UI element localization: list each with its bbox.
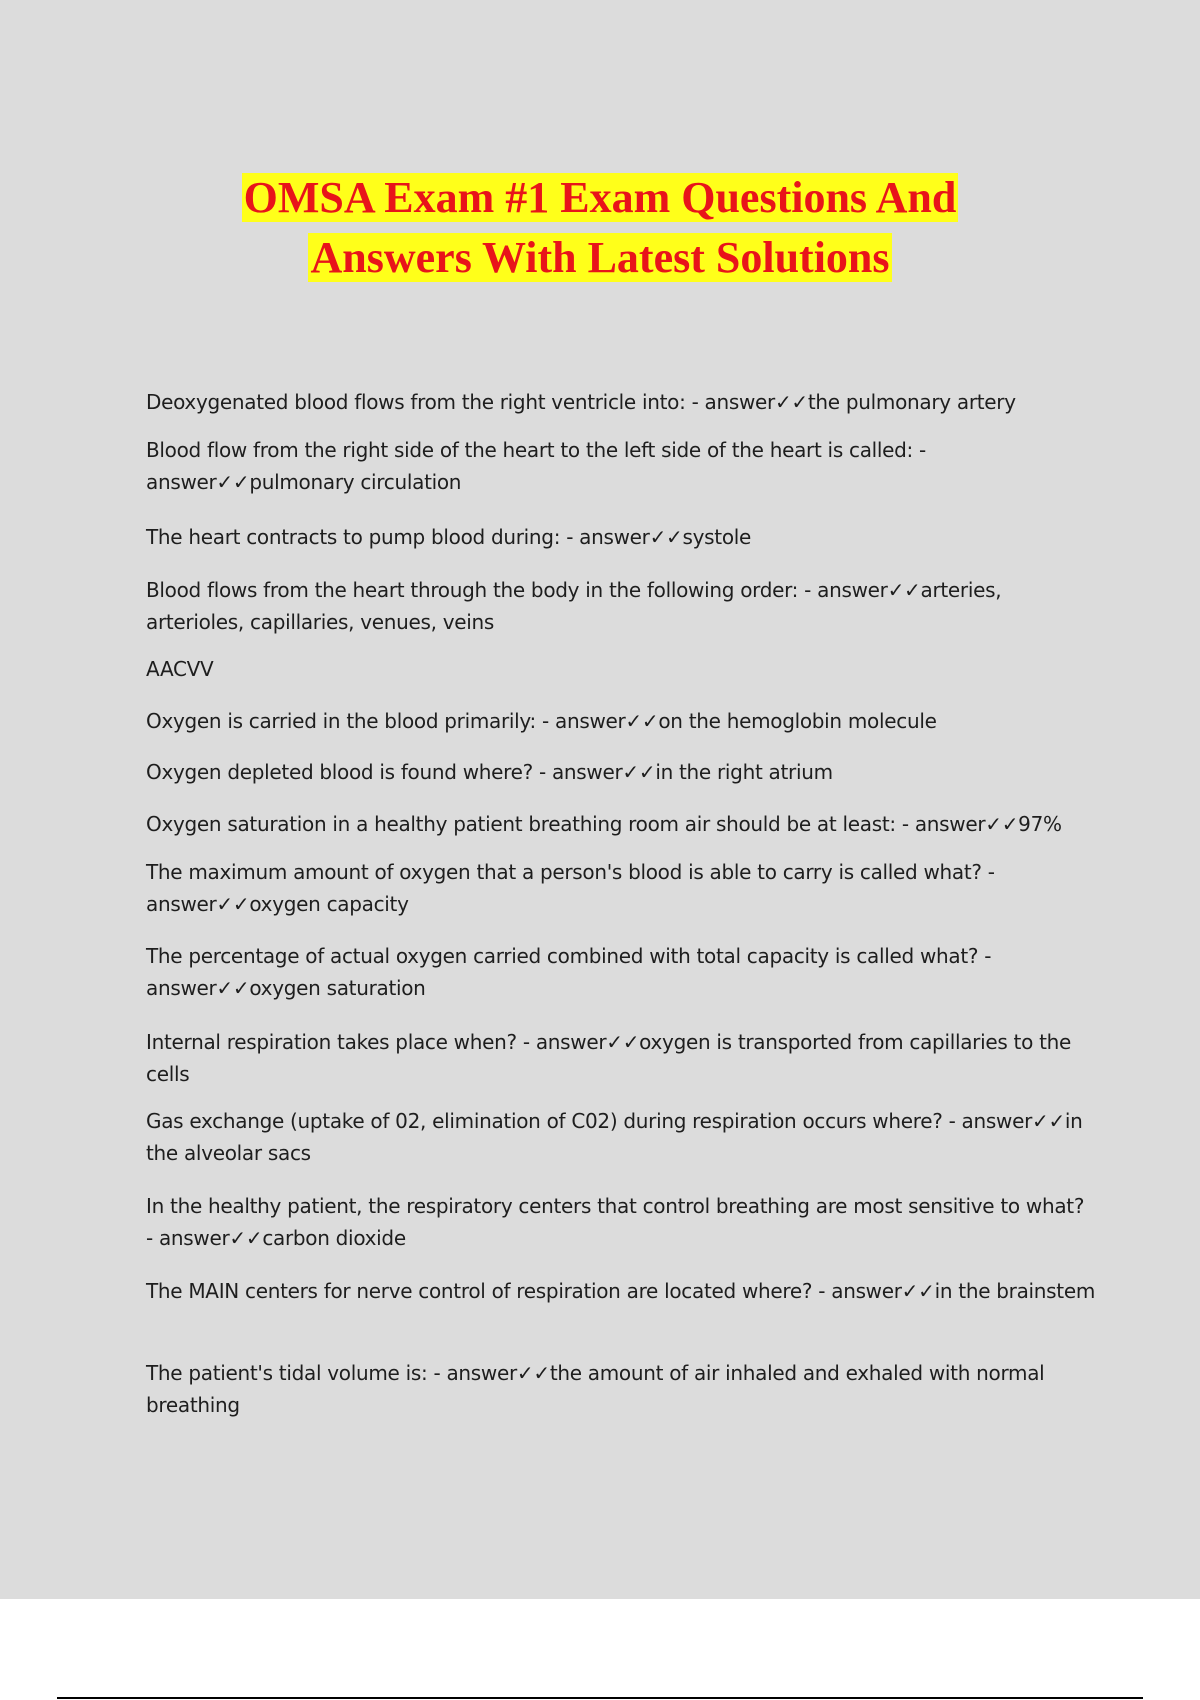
qa-item: The MAIN centers for nerve control of respiration are located where? - answer✓✓in the brainstem — [146, 1279, 1096, 1303]
title-line-2: Answers With Latest Solutions — [310, 233, 890, 282]
page-divider-line — [57, 1697, 1143, 1699]
title-line-1: OMSA Exam #1 Exam Questions And — [243, 173, 957, 222]
qa-item: Internal respiration takes place when? - answer✓✓oxygen is transported from capillaries to the cells — [146, 1030, 1071, 1086]
qa-item: The patient's tidal volume is: - answer✓✓the amount of air inhaled and exhaled with normal breathing — [146, 1361, 1045, 1417]
qa-item: Gas exchange (uptake of 02, elimination of C02) during respiration occurs where? - answer✓✓in the alveolar sacs — [146, 1109, 1083, 1165]
qa-item: The heart contracts to pump blood during: - answer✓✓systole — [146, 525, 752, 549]
qa-item: Oxygen is carried in the blood primarily: - answer✓✓on the hemoglobin molecule — [146, 709, 937, 733]
qa-item: Oxygen saturation in a healthy patient breathing room air should be at least: - answer✓✓97% — [146, 812, 1062, 836]
qa-item: Blood flows from the heart through the body in the following order: - answer✓✓arteries, arterioles, capillaries, venues, veins — [146, 578, 1002, 634]
qa-item: Blood flow from the right side of the heart to the left side of the heart is called: - answer✓✓pulmonary circulation — [146, 438, 926, 494]
qa-item: Deoxygenated blood flows from the right ventricle into: - answer✓✓the pulmonary artery — [146, 390, 1016, 414]
qa-item: AACVV — [146, 657, 214, 681]
qa-item: Oxygen depleted blood is found where? - answer✓✓in the right atrium — [146, 760, 833, 784]
document-title — [0, 168, 1200, 288]
qa-item: The maximum amount of oxygen that a person's blood is able to carry is called what? - answer✓✓oxygen capacity — [146, 860, 995, 916]
qa-item: The percentage of actual oxygen carried combined with total capacity is called what? - answer✓✓oxygen saturation — [146, 944, 992, 1000]
qa-item: In the healthy patient, the respiratory centers that control breathing are most sensitive to what? - answer✓✓carbon dioxide — [146, 1194, 1085, 1250]
